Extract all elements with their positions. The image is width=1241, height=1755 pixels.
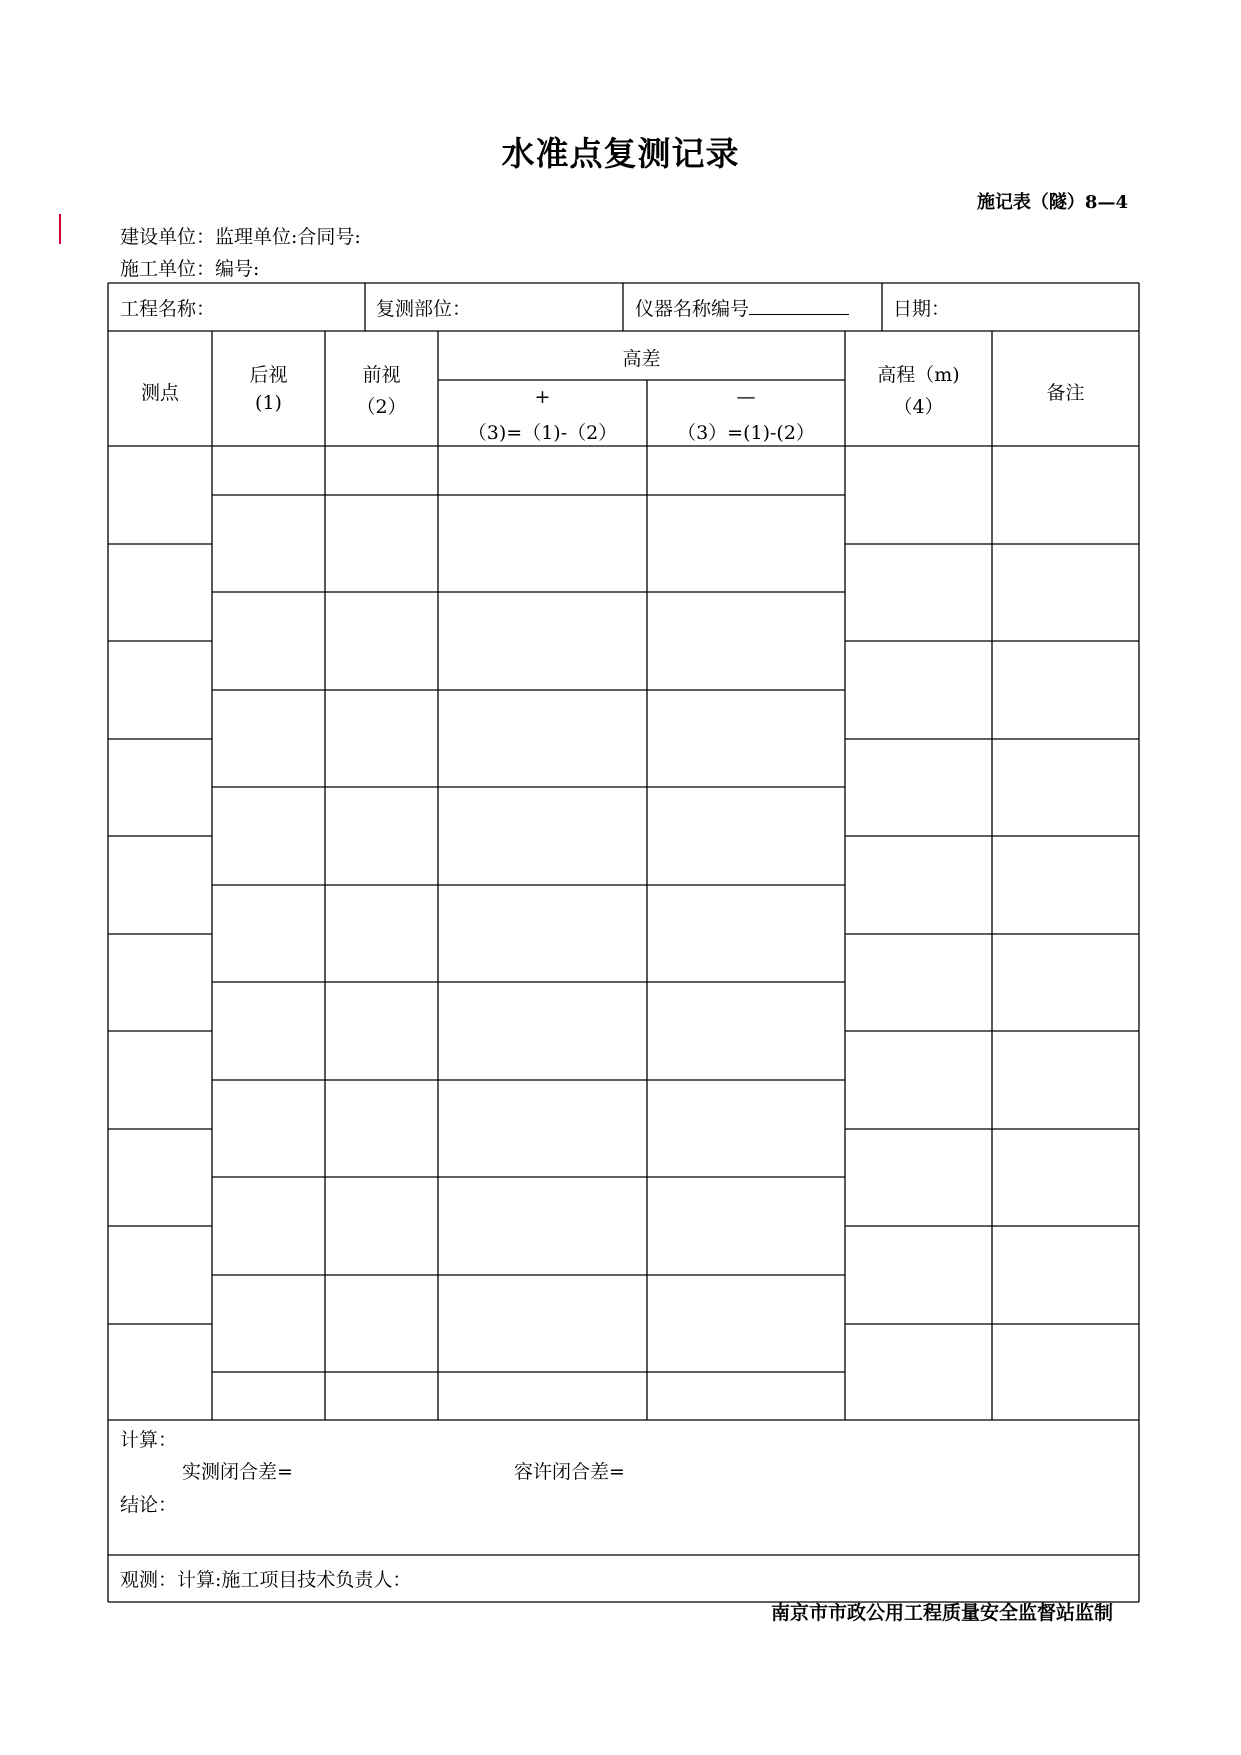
instrument-field — [635, 294, 849, 321]
col-elevation-num: （4） — [893, 396, 944, 418]
col-plus-formula: （3)=（1)-（2） — [467, 422, 618, 444]
header-line-2: 施工单位：编号: — [120, 258, 260, 280]
col-foresight-num: （2） — [356, 396, 407, 418]
signoff-line: 观测：计算:施工项目技术负责人： — [120, 1569, 412, 1591]
col-remarks: 备注 — [1046, 382, 1085, 404]
col-plus: + — [534, 386, 551, 408]
col-elevation: 高程（m) — [877, 364, 960, 386]
calc-label: 计算： — [120, 1429, 178, 1451]
issuer-footer: 南京市市政公用工程质量安全监督站监制 — [770, 1602, 1113, 1624]
col-minus: — — [736, 386, 756, 408]
col-backsight-num: (1) — [255, 392, 282, 414]
allowed-closure: 容许闭合差= — [514, 1461, 625, 1483]
date-field: 日期： — [893, 298, 951, 320]
instrument-underline — [749, 296, 849, 315]
col-backsight: 后视 — [249, 364, 288, 386]
col-foresight: 前视 — [362, 364, 401, 386]
col-point: 测点 — [140, 382, 179, 404]
header-line-1: 建设单位：监理单位:合同号: — [120, 226, 361, 248]
col-minus-formula: （3）=(1)-(2） — [677, 422, 815, 444]
instrument-label: 仪器名称编号 — [635, 298, 750, 320]
recheck-location-field: 复测部位： — [376, 298, 472, 320]
measured-closure: 实测闭合差= — [182, 1461, 293, 1483]
project-name-field: 工程名称： — [120, 298, 216, 320]
document-title: 水准点复测记录 — [501, 134, 740, 173]
col-height-diff: 高差 — [622, 348, 661, 370]
form-code: 施记表（隧）8—4 — [976, 192, 1128, 213]
conclusion-label: 结论： — [120, 1494, 178, 1516]
